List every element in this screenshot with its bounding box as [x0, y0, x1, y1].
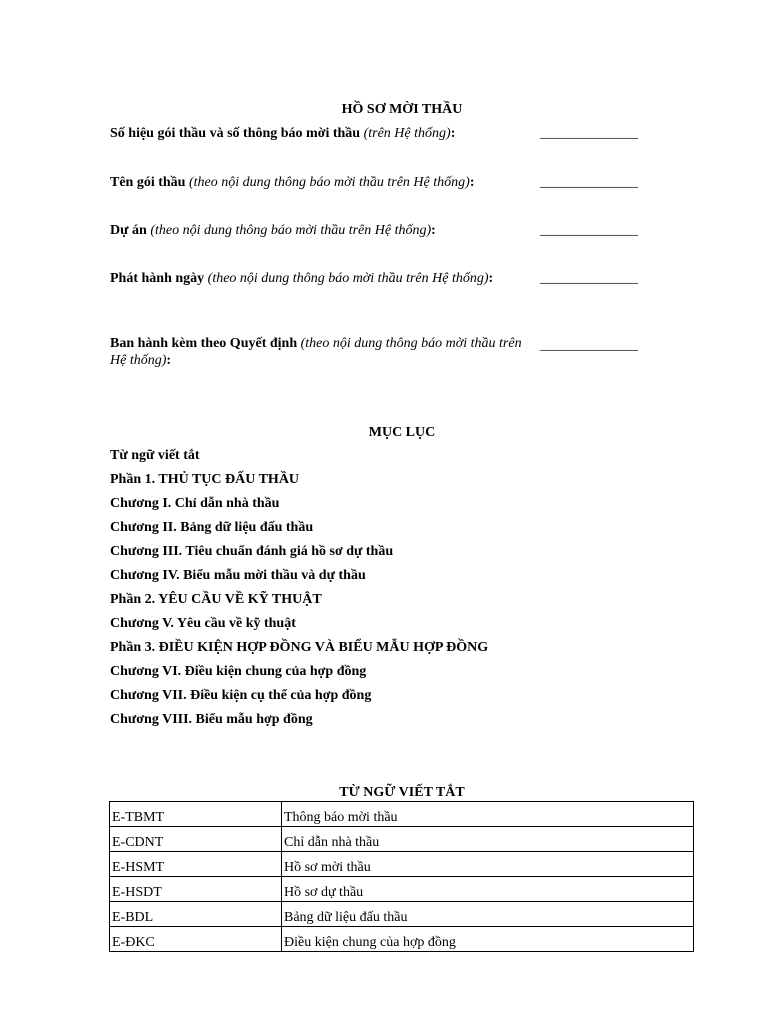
table-row: [110, 827, 694, 852]
fill-in-blank[interactable]: ______________: [540, 223, 638, 238]
page-title: HỒ SƠ MỜI THẦU: [341, 102, 463, 117]
toc-item[interactable]: Chương III. Tiêu chuẩn đánh giá hồ sơ dự thầu: [110, 544, 394, 559]
toc-item[interactable]: Chương VIII. Biểu mẫu hợp đồng: [110, 712, 313, 727]
field-issue-date: [110, 270, 524, 287]
toc-item[interactable]: Chương VI. Điều kiện chung của hợp đồng: [110, 664, 367, 679]
field-project: [110, 222, 524, 239]
field-colon: :: [488, 271, 494, 286]
abbr-cell: E-BDL: [110, 902, 282, 927]
meaning-cell: Hồ sơ mời thầu: [282, 852, 694, 877]
fill-in-blank[interactable]: ______________: [540, 126, 638, 141]
field-note: (theo nội dung thông báo mời thầu trên Hệ thống): [188, 175, 470, 190]
field-colon: :: [469, 175, 475, 190]
abbr-cell: E-CDNT: [110, 827, 282, 852]
field-colon: :: [166, 353, 172, 368]
abbr-cell: E-HSMT: [110, 852, 282, 877]
meaning-cell: Thông báo mời thầu: [282, 802, 694, 827]
toc-item[interactable]: Phần 2. YÊU CẦU VỀ KỸ THUẬT: [110, 592, 322, 607]
fill-in-blank[interactable]: ______________: [540, 338, 638, 353]
table-row: [110, 902, 694, 927]
field-package-name: [110, 174, 524, 191]
toc-item[interactable]: Chương II. Bảng dữ liệu đấu thầu: [110, 520, 314, 535]
field-colon: :: [431, 223, 436, 238]
abbreviations-title: TỪ NGỮ VIẾT TẮT: [339, 785, 465, 800]
toc-item[interactable]: Chương VII. Điều kiện cụ thể của hợp đồng: [110, 688, 372, 703]
abbr-cell: E-ĐKC: [110, 927, 282, 952]
field-label: Phát hành ngày: [110, 271, 205, 286]
toc-title: MỤC LỤC: [368, 425, 436, 440]
table-row: [110, 927, 694, 952]
field-colon: :: [450, 126, 456, 141]
field-label: Tên gói thầu: [110, 175, 186, 190]
abbr-cell: E-HSDT: [110, 877, 282, 902]
field-note: (theo nội dung thông báo mời thầu trên Hệ thống): [110, 336, 522, 368]
toc-list: [110, 447, 488, 735]
meaning-cell: Bảng dữ liệu đấu thầu: [282, 902, 694, 927]
abbr-cell: E-TBMT: [110, 802, 282, 827]
toc-item[interactable]: Phần 3. ĐIỀU KIỆN HỢP ĐỒNG VÀ BIỂU MẪU HỢP ĐỒNG: [110, 640, 489, 655]
toc-item[interactable]: Chương IV. Biểu mẫu mời thầu và dự thầu: [110, 568, 366, 583]
meaning-cell: Hồ sơ dự thầu: [282, 877, 694, 902]
field-label: Dự án: [110, 223, 147, 238]
field-label: Ban hành kèm theo Quyết định: [110, 336, 298, 351]
abbreviations-table: [109, 801, 694, 952]
field-label: Số hiệu gói thầu và số thông báo mời thầu: [110, 126, 361, 141]
field-note: (theo nội dung thông báo mời thầu trên Hệ thống): [207, 271, 489, 286]
field-note: (trên Hệ thống): [363, 126, 451, 141]
table-row: [110, 877, 694, 902]
table-row: [110, 852, 694, 877]
field-decision: [110, 335, 524, 369]
field-note: (theo nội dung thông báo mời thầu trên Hệ thống): [150, 223, 432, 238]
toc-item[interactable]: Phần 1. THỦ TỤC ĐẤU THẦU: [110, 472, 300, 487]
fill-in-blank[interactable]: ______________: [540, 175, 638, 190]
meaning-cell: Điều kiện chung của hợp đồng: [282, 927, 694, 952]
meaning-cell: Chỉ dẫn nhà thầu: [282, 827, 694, 852]
field-package-number: [110, 125, 524, 142]
table-row: [110, 802, 694, 827]
fill-in-blank[interactable]: ______________: [540, 271, 638, 286]
toc-item[interactable]: Từ ngữ viết tắt: [110, 448, 200, 463]
toc-item[interactable]: Chương V. Yêu cầu về kỹ thuật: [110, 616, 296, 631]
toc-item[interactable]: Chương I. Chỉ dẫn nhà thầu: [110, 496, 280, 511]
